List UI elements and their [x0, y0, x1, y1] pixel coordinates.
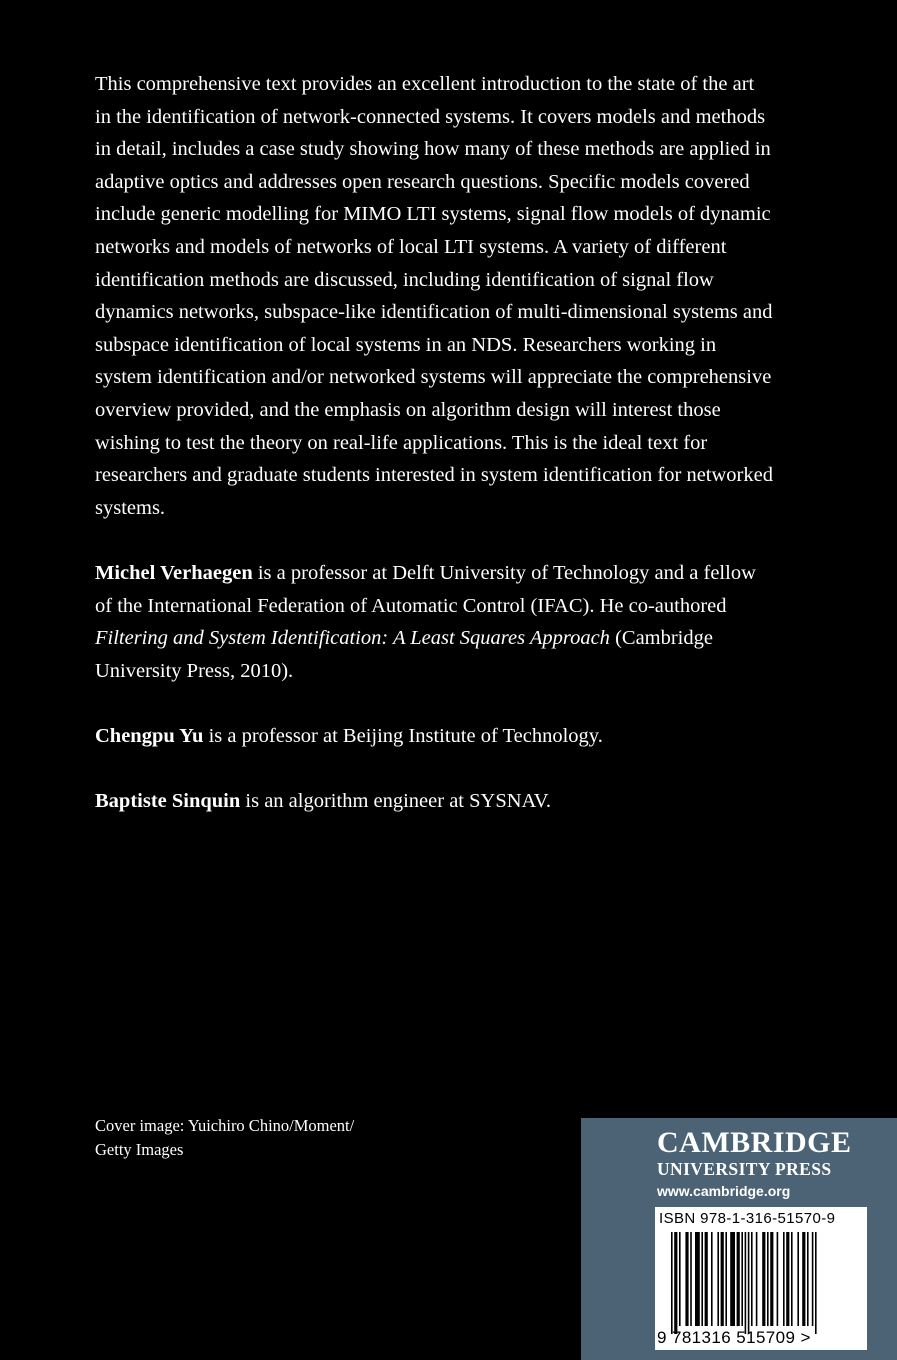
author-bio-yu	[95, 720, 775, 753]
barcode-bar	[695, 1232, 700, 1326]
barcode-bar	[671, 1232, 673, 1334]
barcode-bar	[767, 1232, 769, 1326]
barcode-bar	[721, 1232, 724, 1326]
barcode-bar	[762, 1232, 765, 1326]
barcode-bar	[783, 1232, 785, 1326]
barcode-bar	[802, 1232, 805, 1326]
barcode-bar	[730, 1232, 735, 1326]
book-title: Filtering and System Identification: A Least Squares Approach	[95, 627, 610, 650]
isbn-label: ISBN 978-1-316-51570-9	[659, 1210, 836, 1227]
barcode-bar	[741, 1232, 743, 1326]
publisher-name: CAMBRIDGE	[657, 1126, 852, 1159]
barcode-bar	[815, 1232, 817, 1334]
barcode-bar	[711, 1232, 713, 1326]
publisher-subtitle: UNIVERSITY PRESS	[657, 1159, 832, 1179]
publisher-block	[581, 1118, 897, 1360]
back-cover-blurb: This comprehensive text provides an excellent introduction to the state of the art in the identification of network-connected systems. It covers models and methods in detail, includes a case study showing how many of these methods are applied in adaptive optics and addresses open research questions. Specific models covered include generic modelling for MIMO LTI systems, signal flow models of dynamic networks and models of networks of local LTI systems. A variety of different identification methods are discussed, including identification of signal flow dynamics networks, subspace-like identification of multi-dimensional systems and subspace identification of local systems in an NDS. Researchers working in system identification and/or networked systems will appreciate the comprehensive overview provided, and the emphasis on algorithm design will interest those wishing to test the theory on real-life applications. This is the ideal text for researchers and graduate students interested in system identification for networked systems.	[95, 73, 773, 519]
author-bio-text: is a professor at Delft University of Technology and a fellow of the International Federation of Automatic Control (IFAC). He co-authored	[95, 562, 756, 617]
barcode-bar	[756, 1232, 758, 1326]
author-bio-sinquin	[95, 785, 775, 818]
barcode-digits: 9 781316 515709 >	[657, 1328, 811, 1347]
barcode-bar	[690, 1232, 692, 1326]
credit-line-2: Getty Images	[95, 1140, 184, 1159]
barcode-bar	[751, 1232, 753, 1326]
author-bio-text: is a professor at Beijing Institute of Technology.	[203, 725, 603, 747]
author-bio-text: is an algorithm engineer at SYSNAV.	[240, 790, 551, 812]
barcode-bar	[725, 1232, 727, 1326]
barcode-bar	[797, 1232, 799, 1326]
author-name: Baptiste Sinquin	[95, 790, 241, 812]
barcode-bar	[705, 1232, 708, 1326]
credit-line-1: Cover image: Yuichiro Chino/Moment/	[95, 1116, 355, 1135]
barcode-bar	[770, 1232, 773, 1326]
barcode-bar	[786, 1232, 789, 1326]
barcode-bar	[807, 1232, 809, 1326]
barcode-bar	[717, 1232, 719, 1326]
barcode-bar	[674, 1232, 677, 1334]
author-bio-verhaegen	[95, 557, 775, 687]
publisher-url: www.cambridge.org	[657, 1183, 791, 1199]
isbn-barcode	[655, 1207, 867, 1350]
barcode-bar	[777, 1232, 779, 1326]
author-name: Michel Verhaegen	[95, 562, 253, 584]
barcode-bar	[791, 1232, 793, 1326]
barcode-bar	[745, 1232, 747, 1334]
cover-image-credit	[95, 1114, 415, 1162]
barcode-bar	[679, 1232, 681, 1326]
barcode-bar	[685, 1232, 688, 1326]
barcode-bar	[748, 1232, 750, 1334]
barcode-bar	[812, 1232, 814, 1326]
barcode-bar	[701, 1232, 703, 1326]
barcode-bar	[737, 1232, 740, 1326]
author-bio-text: (Cambridge University Press, 2010).	[95, 627, 713, 682]
author-name: Chengpu Yu	[95, 725, 204, 747]
